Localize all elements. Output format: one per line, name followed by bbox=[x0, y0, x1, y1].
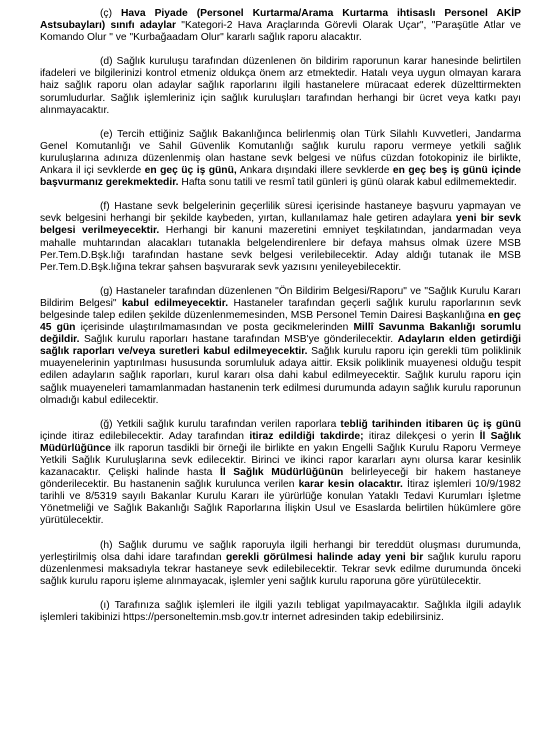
text-f-2: Herhangi bir kanuni mazeretini emniyet teşkilatından, jandarmadan veya mahalle muhtarından alacakları tutanakla belgelendirenlere bir defaya mahsus olmak üzere MSB Per.Tem.D.Bşk.lığı tarafından hastane sevk belgesi verilebilecektir. Aday aldığı tutanak ile MSB Per.Tem.D.Bşk.lığına tekrar şahsen başvurarak sevk yazısını yenileyebilecektir. bbox=[40, 225, 521, 273]
text-f-0: (f) Hastane sevk belgelerinin geçerlilik süresi içerisinde hastaneye başvuru yapmayan ve sevk belgesini herhangi bir şekilde kaybeden, yırtan, kullanılamaz hale getiren adaylara bbox=[40, 201, 521, 225]
text-gg-2: içinde itiraz edilebilecektir. Aday tarafından bbox=[40, 430, 250, 442]
bold-text-g-1: kabul edilmeyecektir. bbox=[121, 297, 229, 309]
bold-text-e-1: en geç üç iş günü, bbox=[144, 165, 237, 177]
text-d-0: (d) Sağlık kuruluşu tarafından düzenlenen ön bildirim raporunun karar hanesinde belirtilen ifadeleri ve bilgilerinizi kontrol etmeniz oldukça önem arz etmektedir. Hatalı veya uygun olmayan karara haiz sağlık raporu olan adaylar sağlık raporlarını ilgili hastanelere müracaat ederek düzelttirmekten sorumludurlar. Sağlık işlemleriniz için sağlık kuruluşları tarafından herhangi bir ücret veya katkı payı alınmayacaktır. bbox=[40, 56, 521, 116]
text-g-2: Hastaneler tarafından geçerli sağlık kurulu raporlarının sevk belgesinde talep edilen şekilde düzenlenmemesinden, MSB Personel Temin Dairesi Başkanlığına bbox=[40, 297, 521, 321]
text-gg-4: itiraz dilekçesi o yerin bbox=[363, 430, 480, 442]
bold-text-gg-7: İl Sağlık Müdürlüğünün bbox=[219, 467, 344, 479]
paragraph-e bbox=[40, 129, 521, 189]
text-g-4: içerisinde ulaştırılmamasından ve posta gecikmelerinden bbox=[75, 322, 354, 334]
text-i-0: (ı) Tarafınıza sağlık işlemleri ile ilgili yazılı tebligat yapılmayacaktır. Sağlıkla ilgili adaylık işlemleri takibinizi https://personeltemin.msb.gov.tr internet adresinden takip edebilirsiniz. bbox=[40, 599, 521, 624]
text-g-6: Sağlık kurulu raporları hastane tarafından MSB'ye gönderilecektir. bbox=[79, 334, 398, 346]
paragraph-h bbox=[40, 540, 521, 588]
bold-text-gg-9: karar kesin olacaktır. bbox=[298, 479, 403, 491]
paragraph-g bbox=[40, 286, 521, 407]
text-e-2: Ankara dışındaki illere sevklerde bbox=[236, 165, 393, 177]
text-gg-10: İtiraz işlemleri 10/9/1982 tarihli ve 8/5319 sayılı Bakanlar Kurulu Kararı ile yürürlüğe konulan Yataklı Tedavi Kurumları İşletme Yönetmeliği ve Sağlık Bakanlığı Sağlık Raporlarına İlişkin Usul ve Esaslarda belirtilen hükümlere göre yürütülecektir. bbox=[40, 479, 521, 527]
text-e-4: Hafta sonu tatili ve resmî tatil günleri iş günü olarak kabul edilmemektedir. bbox=[178, 177, 517, 189]
text-g-0: (g) Hastaneler tarafından düzenlenen "Ön Bildirim Belgesi/Raporu" ve "Sağlık Kurulu Kararı Bildirim Belgesi" bbox=[40, 285, 521, 309]
bold-text-g-5: Millî Savunma Bakanlığı sorumlu değildir. bbox=[40, 322, 521, 346]
paragraph-d bbox=[40, 56, 521, 116]
bold-text-gg-5: İl Sağlık Müdürlüğünce bbox=[40, 430, 521, 454]
text-c-2: "Kategori-2 Hava Araçlarında Görevli Olarak Uçar", "Paraşütle Atlar ve Komando Olur " ve "Kurbağaadam Olur" kararlı sağlık raporu alacaktır. bbox=[40, 20, 521, 44]
text-e-0: (e) Tercih ettiğiniz Sağlık Bakanlığınca belirlenmiş olan Türk Silahlı Kuvvetleri, Jandarma Genel Komutanlığı ve Sahil Güvenlik Komutanlığı sağlık kurulu raporu vermeye yetkili sağlık kuruluşlarına adınıza düzenlenmiş olan hastane sevk belgesi ve nüfus cüzdan fotokopiniz ile birlikte, Ankara il içi sevklerde bbox=[40, 128, 521, 177]
bold-text-g-7: Adayların elden getirdiği sağlık raporları ve/veya suretleri kabul edilmeyecektir. bbox=[40, 334, 522, 358]
bold-text-h-1: gerekli görülmesi halinde aday yeni bir bbox=[225, 551, 424, 563]
text-h-0: (h) Sağlık durumu ve sağlık raporuyla ilgili herhangi bir tereddüt oluşması durumunda, yerleştirilmiş olsa dahi idare tarafından bbox=[40, 539, 521, 563]
paragraph-f bbox=[40, 201, 521, 274]
paragraph-c bbox=[40, 8, 521, 44]
bold-text-gg-1: tebliğ tarihinden itibaren üç iş günü bbox=[340, 418, 522, 430]
bold-text-g-3: en geç 45 gün bbox=[40, 309, 522, 334]
bold-text-c-1: Hava Piyade (Personel Kurtarma/Arama Kurtarma ihtisaslı Personel AKİP Astsubayları) sınıfı adaylar bbox=[40, 8, 521, 32]
text-gg-0: (ğ) Yetkili sağlık kurulu tarafından verilen raporlara bbox=[100, 418, 341, 430]
text-c-0: (ç) bbox=[100, 8, 121, 19]
text-gg-6: ilk raporun tasdikli bir örneği ile birlikte en yakın Engelli Sağlık Kurulu Raporu Vermeye Yetkili Sağlık Kuruluşlarına sevk edilecektir. Birinci ve ikinci rapor kararları aynı olursa karar kesinlik kazanacaktır. Çelişki halinde hasta bbox=[40, 442, 521, 479]
paragraph-i bbox=[40, 600, 521, 624]
bold-text-gg-3: itiraz edildiği takdirde; bbox=[249, 430, 364, 442]
bold-text-e-3: en geç beş iş günü içinde başvurmanız gerekmektedir. bbox=[40, 165, 522, 189]
paragraph-gg bbox=[40, 419, 521, 528]
bold-text-f-1: yeni bir sevk belgesi verilmeyecektir. bbox=[40, 213, 522, 237]
text-gg-8: belirleyeceği bir hakem hastaneye gönderilecektir. Bu hastanenin sağlık kurulunca verilen bbox=[40, 467, 521, 491]
text-h-2: sağlık kurulu raporu düzenlenmesi maksadıyla tekrar hastaneye sevk edilebilecektir. Tekrar sevk edilme durumunda önceki sağlık kurulu raporu işleme alınmayacak, işlemler yeni sağlık kurulu raporuna göre yürütülecektir. bbox=[40, 551, 522, 587]
text-g-8: Sağlık kurulu raporu için gerekli tüm poliklinik muayenelerinin yaptırılması hususunda sorumluluk adaya aittir. Eksik poliklinik muayenesi olduğu tespit edilen adayların sağlık raporları, kurul kararı olsa dahi kabul edilmeyecektir. Sağlık kurulu raporu için sağlık muayeneleri tamamlanmadan hastanenin terk edilmesi durumunda adayın sağlık kurulu raporunun olmadığı kabul edilecektir. bbox=[40, 346, 521, 406]
